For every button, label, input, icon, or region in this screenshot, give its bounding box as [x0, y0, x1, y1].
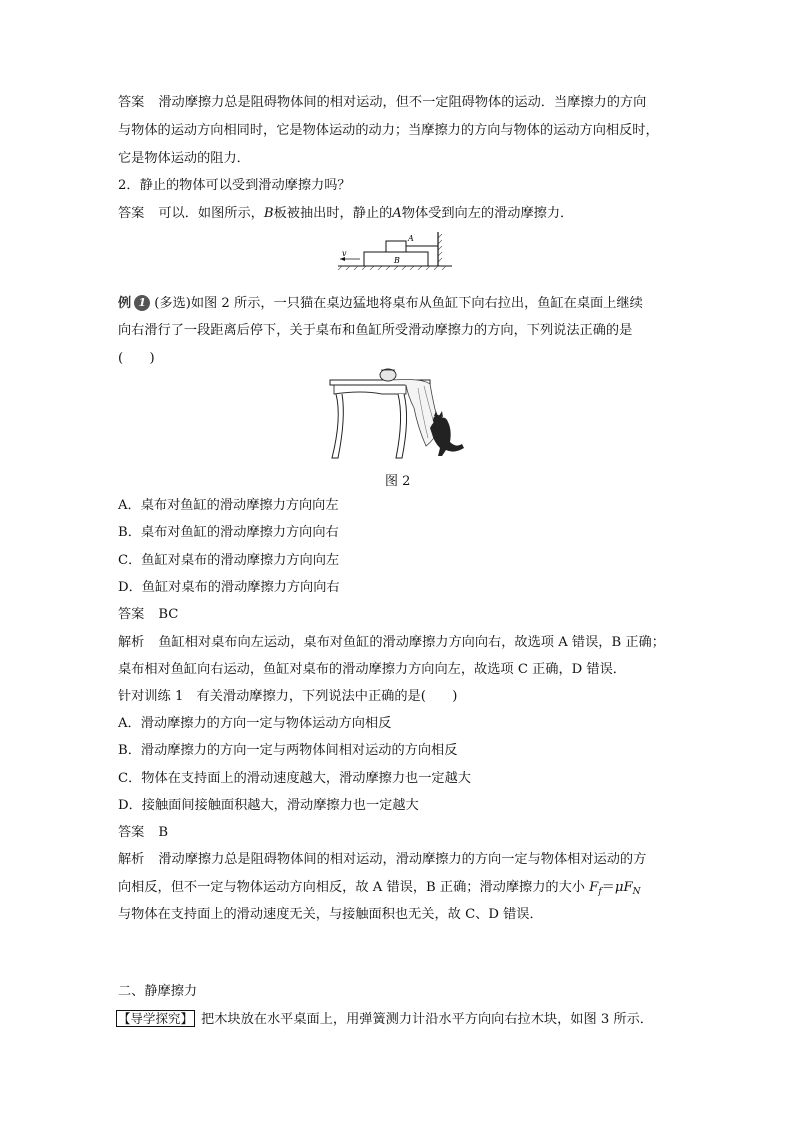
example-option-a: A．桌布对鱼缸的滑动摩擦力方向向左	[118, 498, 339, 513]
training-option-a: A．滑动摩擦力的方向一定与物体运动方向相反	[118, 716, 392, 731]
example-option-c: C．鱼缸对桌布的滑动摩擦力方向向左	[118, 553, 340, 568]
example-label: 例	[118, 296, 132, 311]
example-analysis-1: 解析 鱼缸相对桌布向左运动，桌布对鱼缸的滑动摩擦力方向向右，故选项 A 错误，B 正确；	[118, 635, 665, 650]
training-analysis-1: 解析 滑动摩擦力总是阻碍物体间的相对运动，滑动摩擦力的方向一定与物体相对运动的方	[118, 852, 647, 867]
block-a-label: A	[408, 234, 414, 243]
training-analysis-3: 与物体在支持面上的滑动速度无关，与接触面积也无关，故 C、D 错误．	[118, 907, 543, 922]
analysis-label: 解析	[118, 852, 145, 867]
training-option-d: D．接触面间接触面积越大，滑动摩擦力也一定越大	[118, 798, 419, 813]
block-a	[386, 241, 406, 252]
formula: $F_f$	[589, 880, 602, 897]
figure-2-caption: 图 2	[385, 474, 411, 489]
answer-label: 答案	[118, 825, 145, 840]
training-option-b: B．滑动摩擦力的方向一定与两物体间相对运动的方向相反	[118, 743, 458, 758]
velocity-label: v	[342, 249, 347, 258]
block-b-label: B	[394, 256, 400, 265]
example-line-1: 例 1 (多选)如图 2 所示，一只猫在桌边猛地将桌布从鱼缸下向右拉出，鱼缸在桌面上继续	[118, 296, 643, 311]
question-2: 2．静止的物体可以受到滑动摩擦力吗？	[118, 178, 351, 193]
guide-paragraph: 【导学探究】 把木块放在水平桌面上，用弹簧测力计沿水平方向向右拉木块，如图 3 所示．	[118, 1011, 653, 1027]
example-analysis-2: 桌布相对鱼缸向右运动，鱼缸对桌布的滑动摩擦力方向向左，故选项 C 正确，D 错误．	[118, 662, 626, 677]
training-analysis-2: 向相反，但不一定与物体运动方向相反，故 A 错误，B 正确；滑动摩擦力的大小 $F_f=\mu F_N$	[118, 880, 641, 897]
training-answer: 答案 B	[118, 825, 169, 840]
intro-line-3: 它是物体运动的阻力．	[118, 151, 250, 166]
intro-line-2: 与物体的运动方向相同时，它是物体运动的动力；当摩擦力的方向与物体的运动方向相反时，	[118, 123, 659, 138]
example-answer: 答案 BC	[118, 607, 179, 622]
example-option-d: D．鱼缸对桌布的滑动摩擦力方向向右	[118, 580, 340, 595]
example-line-3: ( )	[118, 351, 155, 366]
example-line-2: 向右滑行了一段距离后停下，关于桌布和鱼缸所受滑动摩擦力的方向，下列说法正确的是	[118, 323, 633, 338]
answer-label: 答案	[118, 95, 145, 110]
answer-label: 答案	[118, 607, 145, 622]
guide-label: 【导学探究】	[118, 1011, 194, 1026]
question-2-answer: 答案 可以．如图所示，B板被抽出时，静止的A物体受到向左的滑动摩擦力．	[118, 206, 574, 221]
section-heading: 二、静摩擦力	[118, 984, 198, 999]
blocks-figure	[330, 228, 460, 270]
answer-label: 答案	[118, 206, 145, 221]
training-question: 针对训练 1 有关滑动摩擦力，下列说法中正确的是( )	[118, 689, 458, 704]
intro-line-1: 答案 滑动摩擦力总是阻碍物体间的相对运动，但不一定阻碍物体的运动．当摩擦力的方向	[118, 95, 647, 110]
example-number-badge: 1	[134, 295, 150, 311]
training-option-c: C．物体在支持面上的滑动速度越大，滑动摩擦力也一定越大	[118, 771, 471, 786]
example-option-b: B．桌布对鱼缸的滑动摩擦力方向向右	[118, 525, 339, 540]
table-cat-figure	[322, 368, 472, 466]
analysis-label: 解析	[118, 635, 145, 650]
